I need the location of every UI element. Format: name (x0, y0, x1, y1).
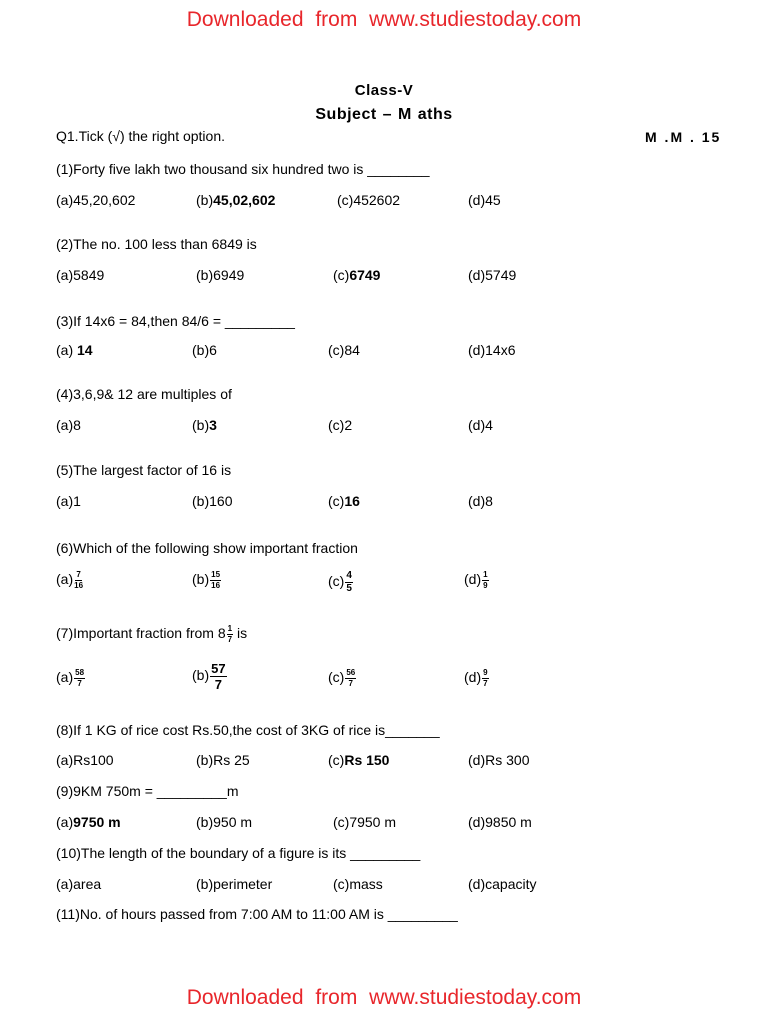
option-7d: (d) $\frac{9}{7}$ (464, 668, 488, 688)
question-10: (10)The length of the boundary of a figure is its _________ (56, 845, 421, 861)
download-banner-bottom: Downloaded from www.studiestoday.com (186, 986, 582, 1009)
option-5c: (c)16 (328, 493, 360, 509)
option-10a: (a)area (56, 876, 102, 892)
option-3b: (b)6 (192, 342, 217, 358)
option-4d: (d)4 (468, 417, 493, 433)
fraction: $\frac{57}{7}$ (211, 661, 226, 692)
question-2: (2)The no. 100 less than 6849 is (56, 236, 257, 252)
option-4c: (c)2 (328, 417, 353, 433)
option-5b: (b)160 (192, 493, 233, 509)
class-title: Class-V (354, 82, 414, 99)
option-7b: (b) $\frac{57}{7}$ (192, 661, 226, 692)
fraction: $\frac{9}{7}$ (483, 668, 488, 688)
option-1a: (a)45,20,602 (56, 192, 136, 208)
option-8c: (c)Rs 150 (328, 752, 390, 768)
fraction: $\frac{4}{5}$ (346, 570, 352, 594)
option-2c: (c)6749 (333, 267, 381, 283)
option-1c: (c)452602 (337, 192, 401, 208)
option-4b: (b)3 (192, 417, 217, 433)
question-9: (9)9KM 750m = _________m (56, 783, 239, 799)
option-6a: (a) $\frac{7}{16}$ (56, 570, 84, 590)
fraction: $\frac{58}{7}$ (75, 668, 85, 688)
question-7: (7)Important fraction from 8 $\frac{1}{7}$ is (56, 624, 248, 644)
option-2a: (a)5849 (56, 267, 105, 283)
option-9a: (a)9750 m (56, 814, 121, 830)
question-4: (4)3,6,9& 12 are multiples of (56, 386, 232, 402)
option-3c: (c)84 (328, 342, 360, 358)
option-8a: (a)Rs100 (56, 752, 114, 768)
option-6d: (d) $\frac{1}{9}$ (464, 570, 488, 590)
option-9b: (b)950 m (196, 814, 253, 830)
option-4a: (a)8 (56, 417, 81, 433)
question-11: (11)No. of hours passed from 7:00 AM to 11:00 AM is _________ (56, 906, 458, 922)
fraction: $\frac{1}{9}$ (483, 570, 488, 590)
subject-title: Subject – M aths (315, 106, 453, 123)
option-5d: (d)8 (468, 493, 493, 509)
instruction: Q1.Tick (√) the right option. (56, 128, 226, 144)
option-6b: (b) $\frac{15}{16}$ (192, 570, 221, 590)
option-10d: (d)capacity (468, 876, 537, 892)
option-6c: (c) $\frac{4}{5}$ (328, 570, 352, 594)
option-10c: (c)mass (333, 876, 383, 892)
option-5a: (a)1 (56, 493, 81, 509)
question-5: (5)The largest factor of 16 is (56, 462, 232, 478)
fraction: $\frac{56}{7}$ (346, 668, 356, 688)
option-8d: (d)Rs 300 (468, 752, 530, 768)
option-9d: (d)9850 m (468, 814, 532, 830)
download-banner-top: Downloaded from www.studiestoday.com (186, 8, 582, 31)
fraction: $\frac{15}{16}$ (211, 570, 221, 590)
option-8b: (b)Rs 25 (196, 752, 250, 768)
option-9c: (c)7950 m (333, 814, 397, 830)
option-1d: (d)45 (468, 192, 501, 208)
option-10b: (b)perimeter (196, 876, 273, 892)
fraction: $\frac{1}{7}$ (227, 624, 233, 644)
max-marks: M .M . 15 (645, 129, 722, 145)
option-1b: (b)45,02,602 (196, 192, 276, 208)
option-3d: (d)14x6 (468, 342, 516, 358)
question-1: (1)Forty five lakh two thousand six hundred two is ________ (56, 161, 430, 177)
question-8: (8)If 1 KG of rice cost Rs.50,the cost of 3KG of rice is_______ (56, 722, 440, 738)
option-7a: (a) $\frac{58}{7}$ (56, 668, 85, 688)
option-2b: (b)6949 (196, 267, 245, 283)
option-3a: (a) 14 (56, 342, 93, 358)
fraction: $\frac{7}{16}$ (74, 570, 84, 590)
question-6: (6)Which of the following show important fraction (56, 540, 358, 556)
question-3: (3)If 14x6 = 84,then 84/6 = _________ (56, 313, 295, 329)
option-2d: (d)5749 (468, 267, 517, 283)
option-7c: (c) $\frac{56}{7}$ (328, 668, 356, 688)
